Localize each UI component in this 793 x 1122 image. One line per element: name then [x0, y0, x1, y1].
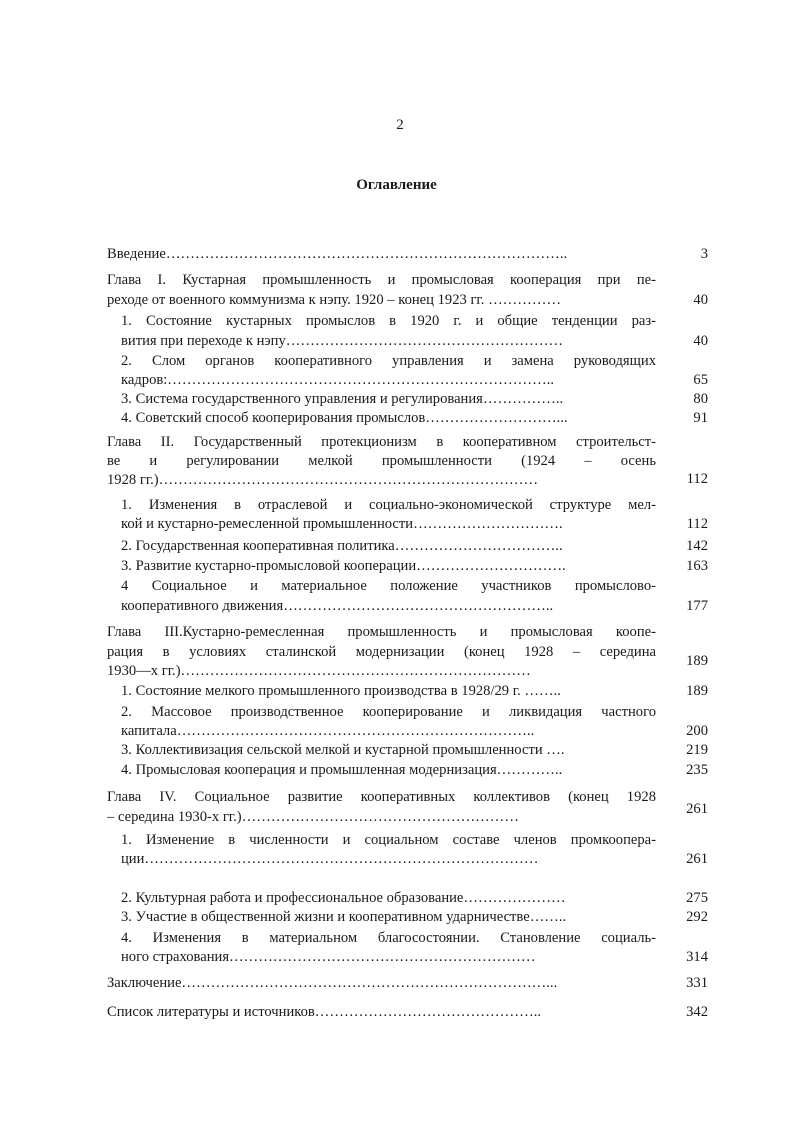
toc-entry-line: 4 Социальное и материальное положение участников промыслово- — [121, 578, 656, 594]
toc-entry-line: 3. Участие в общественной жизни и кооперативном ударничестве…….. — [121, 909, 567, 925]
toc-page-number: 189 — [686, 683, 708, 699]
toc-page-number: 292 — [686, 909, 708, 925]
toc-page-number: 219 — [686, 742, 708, 758]
toc-entry-line: ции……………………………………………………………………… — [121, 851, 539, 867]
toc-entry-line: 3. Развитие кустарно-промысловой кооперации…………………………. — [121, 558, 566, 574]
toc-entry-line: кой и кустарно-ремесленной промышленности…………………………. — [121, 516, 563, 532]
toc-page-number: 40 — [693, 333, 708, 349]
toc-entry-line: 2. Массовое производственное кооперирование и ликвидация частного — [121, 704, 656, 720]
toc-entry-line: Глава I. Кустарная промышленность и промысловая кооперация при пе- — [107, 272, 656, 288]
toc-entry-line: 1. Состояние мелкого промышленного производства в 1928/29 г. …….. — [121, 683, 561, 699]
toc-title: Оглавление — [356, 177, 437, 193]
toc-entry-line: Заключение…………………………………………………………………... — [107, 975, 558, 991]
toc-entry-line: капитала……………………………………………………………….. — [121, 723, 535, 739]
toc-entry-line: ве и регулировании мелкой промышленности (1924 – осень — [107, 453, 656, 469]
toc-page-number: 314 — [686, 949, 708, 965]
toc-page-number: 200 — [686, 723, 708, 739]
toc-entry-line: 1930—х гг.)……………………………………………………………… — [107, 663, 531, 679]
toc-entry-line: реходе от военного коммунизма к нэпу. 1920 – конец 1923 гг. …………… — [107, 292, 562, 308]
toc-entry-line: ного страхования……………………………………………………… — [121, 949, 536, 965]
toc-entry-line: рация в условиях сталинской модернизации (конец 1928 – середина — [107, 644, 656, 660]
toc-entry-line: 2. Государственная кооперативная политика…………………………….. — [121, 538, 563, 554]
toc-entry-line: вития при переходе к нэпу………………………………………………… — [121, 333, 564, 349]
toc-page-number: 275 — [686, 890, 708, 906]
toc-page-number: 177 — [686, 598, 708, 614]
toc-entry-line: 1928 гг.)…………………………………………………………………… — [107, 472, 539, 488]
toc-entry-line: 1. Состояние кустарных промыслов в 1920 г. и общие тенденции раз- — [121, 313, 656, 329]
toc-entry-line: 4. Изменения в материальном благосостоянии. Становление социаль- — [121, 930, 656, 946]
toc-page-number: 261 — [686, 801, 708, 817]
toc-entry-line: 2. Культурная работа и профессиональное образование………………… — [121, 890, 566, 906]
toc-entry-line: 4. Советский способ кооперирования промыслов………………………... — [121, 410, 568, 426]
toc-entry-line: 3. Коллективизация сельской мелкой и кустарной промышленности …. — [121, 742, 565, 758]
toc-page-number: 65 — [693, 372, 708, 388]
toc-entry-line: 3. Система государственного управления и регулирования…………….. — [121, 391, 564, 407]
toc-page-number: 3 — [700, 246, 708, 262]
toc-page-number: 261 — [686, 851, 708, 867]
toc-page-number: 189 — [686, 653, 708, 669]
toc-page-number: 91 — [693, 410, 708, 426]
toc-entry-line: – середина 1930-х гг.)………………………………………………… — [107, 809, 519, 825]
page-number: 2 — [396, 117, 404, 133]
toc-entry-line: Список литературы и источников……………………………………….. — [107, 1004, 541, 1020]
toc-entry-line: 1. Изменения в отраслевой и социально-экономической структуре мел- — [121, 497, 656, 513]
toc-entry-line: Введение……………………………………………………………………….. — [107, 246, 568, 262]
toc-page-number: 112 — [686, 471, 708, 487]
toc-page-number: 142 — [686, 538, 708, 554]
toc-page-number: 112 — [686, 516, 708, 532]
toc-entry-line: 2. Слом органов кооперативного управления и замена руководящих — [121, 353, 656, 369]
toc-entry-line: кадров:…………………………………………………………………….. — [121, 372, 555, 388]
toc-entry-line: 4. Промысловая кооперация и промышленная модернизация………….. — [121, 762, 563, 778]
toc-page-number: 80 — [693, 391, 708, 407]
toc-page-number: 342 — [686, 1004, 708, 1020]
toc-page-number: 235 — [686, 762, 708, 778]
toc-entry-line: кооперативного движения……………………………………………….. — [121, 598, 554, 614]
toc-entry-line: Глава IV. Социальное развитие кооперативных коллективов (конец 1928 — [107, 789, 656, 805]
toc-page-number: 40 — [693, 292, 708, 308]
toc-page-number: 163 — [686, 558, 708, 574]
toc-page-number: 331 — [686, 975, 708, 991]
toc-entry-line: 1. Изменение в численности и социальном составе членов промкоопера- — [121, 832, 656, 848]
toc-entry-line: Глава II. Государственный протекционизм в кооперативном строительст- — [107, 434, 656, 450]
toc-entry-line: Глава III.Кустарно-ремесленная промышленность и промысловая коопе- — [107, 624, 656, 640]
